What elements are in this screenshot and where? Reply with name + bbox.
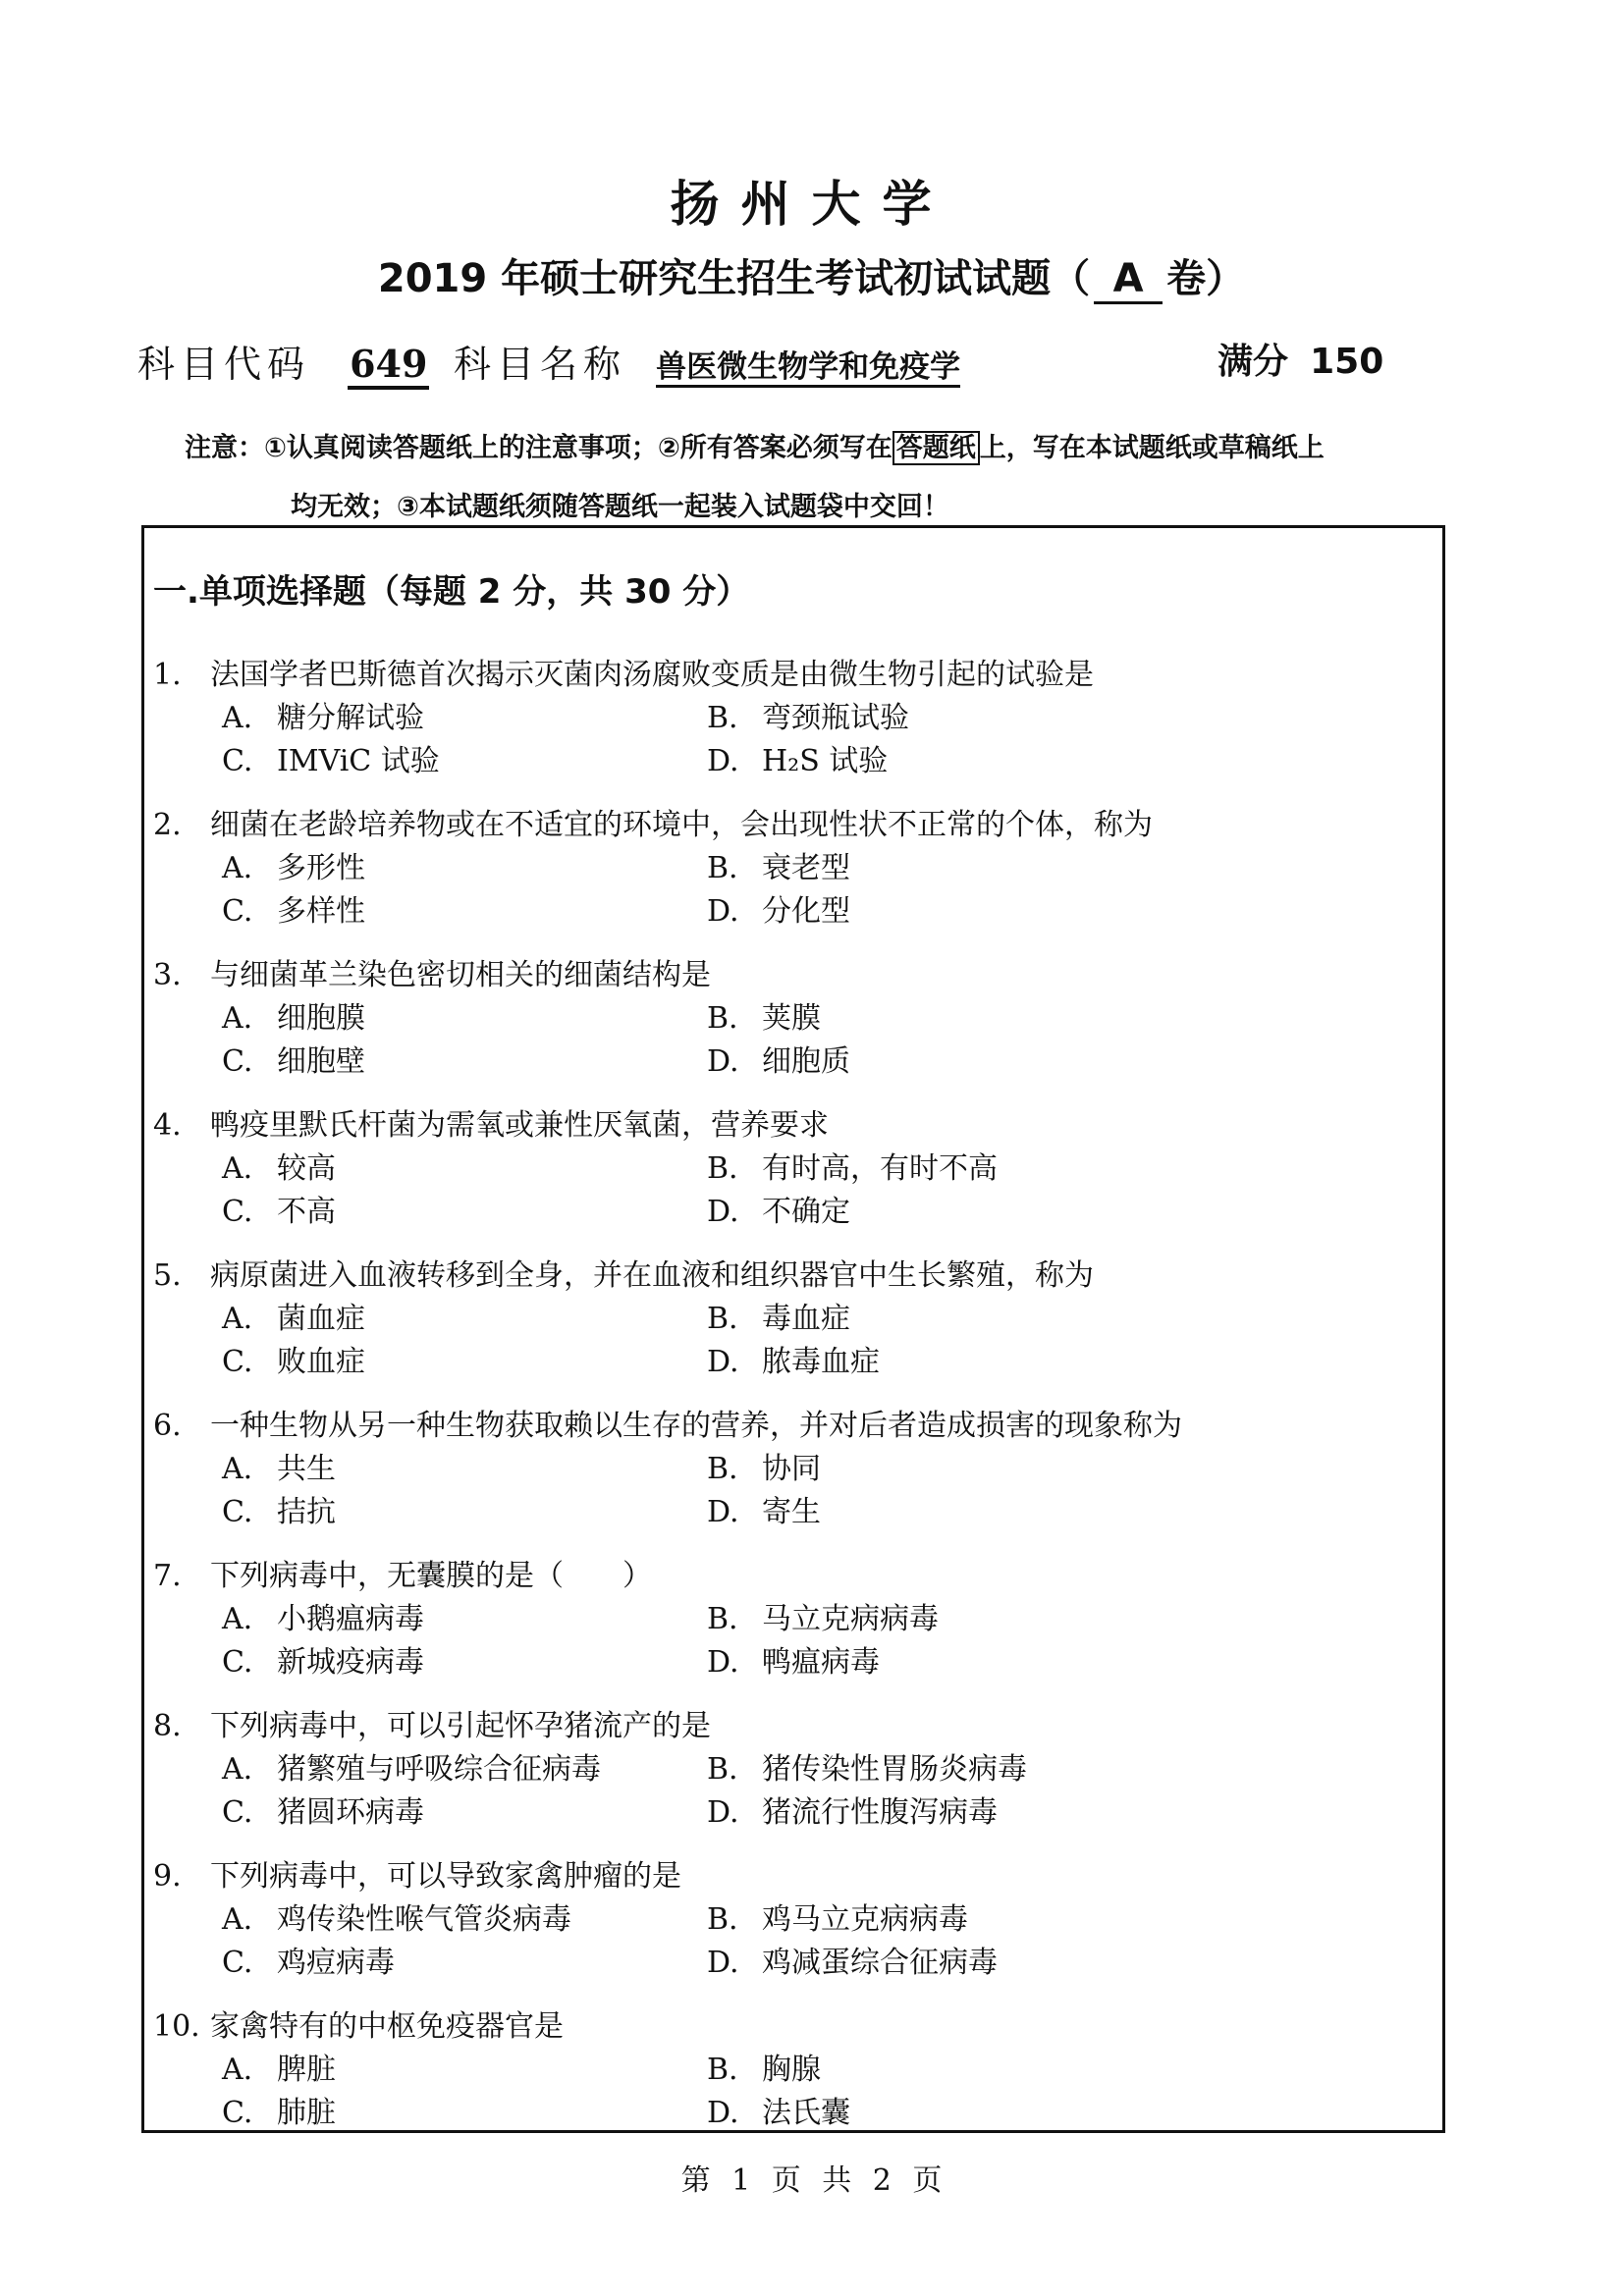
option-letter: B. [707,1452,738,1486]
exam-title-suffix: 卷） [1166,256,1246,301]
option-text: 细胞膜 [277,1001,365,1036]
option-text: 荚膜 [762,1001,821,1036]
option-c [222,1491,336,1534]
exam-title [0,247,1623,304]
option-text: 胸腺 [762,2053,821,2087]
option-d [707,1491,821,1534]
option-text: 较高 [277,1151,336,1186]
option-letter: B. [707,1902,738,1937]
option-letter: A. [222,851,253,885]
question-number: 4. [153,1108,182,1143]
option-letter: A. [222,701,253,735]
question-number: 6. [153,1409,182,1443]
option-text: 脓毒血症 [762,1345,880,1379]
option-text: 猪流行性腹泻病毒 [762,1795,998,1830]
notice-text: ①认真阅读答题纸上的注意事项；②所有答案必须写在 [264,433,893,463]
option-letter: C. [222,1044,253,1079]
option-text: 鸡传染性喉气管炎病毒 [277,1902,571,1937]
full-score: 150 [1310,342,1384,382]
question-number: 5. [153,1258,182,1293]
question-stem [153,1104,829,1148]
option-a [222,1148,336,1191]
option-letter: D. [707,2096,739,2130]
question-number: 7. [153,1559,182,1593]
question-stem [153,654,1094,697]
option-text: 共生 [277,1452,336,1486]
notice-text: 上，写在本试题纸或草稿纸上 [979,433,1325,463]
option-d [707,1791,998,1835]
option-letter: B. [707,1602,738,1636]
question-number: 9. [153,1859,182,1894]
option-c [222,1341,365,1384]
option-letter: B. [707,1302,738,1336]
page-number: 第 1 页 共 2 页 [680,2163,943,2198]
option-letter: B. [707,1001,738,1036]
question-number: 10. [153,2009,200,2044]
option-text: 糖分解试验 [277,701,424,735]
subject-code: 649 [348,342,429,390]
option-text: 猪圆环病毒 [277,1795,424,1830]
option-a [222,2049,336,2092]
option-letter: D. [707,1645,739,1680]
option-text: 败血症 [277,1345,365,1379]
option-text: 脾脏 [277,2053,336,2087]
question-stem [153,1705,711,1748]
option-a [222,1448,336,1491]
option-a [222,1598,424,1641]
question-text: 鸭疫里默氏杆菌为需氧或兼性厌氧菌，营养要求 [210,1108,829,1143]
notice-line-1 [185,426,1325,464]
option-letter: A. [222,1752,253,1787]
option-b [707,1298,850,1341]
option-text: 不确定 [762,1195,850,1229]
option-letter: A. [222,1302,253,1336]
option-letter: B. [707,701,738,735]
subject-name: 兽医微生物学和免疫学 [656,349,960,388]
question-text: 法国学者巴斯德首次揭示灭菌肉汤腐败变质是由微生物引起的试验是 [210,658,1094,692]
full-score-group [1217,334,1383,384]
option-a [222,1748,601,1791]
option-letter: C. [222,2096,253,2130]
option-letter: C. [222,1495,253,1529]
option-text: 鸡减蛋综合征病毒 [762,1946,998,1980]
question-number: 3. [153,958,182,992]
subject-code-group [137,334,429,388]
option-letter: D. [707,1195,739,1229]
option-text: 新城疫病毒 [277,1645,424,1680]
option-text: 有时高，有时不高 [762,1151,998,1186]
option-d [707,1641,880,1684]
option-text: H₂S 试验 [762,744,889,778]
answer-sheet-boxed: 答题纸 [893,431,980,465]
option-b [707,1148,998,1191]
option-text: 分化型 [762,894,850,929]
option-d [707,1942,998,1985]
question-text: 下列病毒中，可以引起怀孕猪流产的是 [210,1709,711,1743]
option-letter: D. [707,1946,739,1980]
question-text: 病原菌进入血液转移到全身，并在血液和组织器官中生长繁殖，称为 [210,1258,1094,1293]
option-text: 鸡马立克病病毒 [762,1902,968,1937]
option-letter: B. [707,1752,738,1787]
option-letter: D. [707,1345,739,1379]
question-number: 1. [153,658,182,692]
question-text: 家禽特有的中枢免疫器官是 [210,2009,564,2044]
option-text: IMViC 试验 [277,744,440,778]
option-c [222,740,440,783]
option-d [707,1191,850,1234]
subject-code-label: 科目代码 [137,343,311,386]
option-letter: A. [222,1902,253,1937]
option-b [707,2049,821,2092]
question-stem [153,954,711,997]
option-a [222,1298,365,1341]
option-d [707,740,888,783]
option-letter: A. [222,1001,253,1036]
full-score-label: 满分 [1217,342,1289,382]
option-text: 马立克病病毒 [762,1602,939,1636]
option-a [222,1898,571,1942]
question-stem [153,1255,1094,1298]
option-c [222,1791,424,1835]
option-d [707,1041,850,1084]
option-letter: D. [707,1495,739,1529]
option-b [707,1898,968,1942]
option-a [222,847,365,890]
subject-name-group [454,334,960,388]
question-stem [153,1855,681,1898]
option-text: 猪繁殖与呼吸综合征病毒 [277,1752,601,1787]
option-letter: C. [222,1946,253,1980]
option-text: 不高 [277,1195,336,1229]
question-text: 一种生物从另一种生物获取赖以生存的营养，并对后者造成损害的现象称为 [210,1409,1182,1443]
section-title: 一.单项选择题（每题 2 分，共 30 分） [153,572,750,612]
exam-title-prefix: 2019 年硕士研究生招生考试初试试题（ [377,256,1091,301]
option-c [222,890,365,934]
option-text: 协同 [762,1452,821,1486]
option-text: 细胞壁 [277,1044,365,1079]
option-text: 细胞质 [762,1044,850,1079]
option-letter: D. [707,1795,739,1830]
option-text: 多形性 [277,851,365,885]
option-text: 鸭瘟病毒 [762,1645,880,1680]
question-number: 8. [153,1709,182,1743]
option-a [222,697,424,740]
option-letter: C. [222,744,253,778]
option-text: 多样性 [277,894,365,929]
option-text: 菌血症 [277,1302,365,1336]
option-letter: D. [707,1044,739,1079]
option-letter: B. [707,1151,738,1186]
subject-name-label: 科目名称 [454,343,627,386]
question-stem [153,1405,1182,1448]
option-b [707,1598,939,1641]
option-letter: B. [707,2053,738,2087]
option-text: 寄生 [762,1495,821,1529]
question-number: 2. [153,808,182,842]
question-stem [153,804,1153,847]
option-c [222,1041,365,1084]
option-letter: A. [222,1602,253,1636]
option-text: 衰老型 [762,851,850,885]
school-name: 扬州大学 [670,176,953,233]
option-letter: C. [222,1345,253,1379]
notice-label: 注意： [185,433,264,463]
option-c [222,2092,336,2135]
option-b [707,1448,821,1491]
option-b [707,697,909,740]
option-letter: C. [222,1795,253,1830]
option-letter: C. [222,894,253,929]
option-letter: D. [707,894,739,929]
option-text: 猪传染性胃肠炎病毒 [762,1752,1027,1787]
option-letter: D. [707,744,739,778]
option-letter: A. [222,2053,253,2087]
option-c [222,1191,336,1234]
option-text: 肺脏 [277,2096,336,2130]
option-a [222,997,365,1041]
question-text: 下列病毒中，可以导致家禽肿瘤的是 [210,1859,681,1894]
paper-version: A [1094,256,1163,304]
question-text: 细菌在老龄培养物或在不适宜的环境中，会出现性状不正常的个体，称为 [210,808,1153,842]
option-b [707,997,821,1041]
option-d [707,890,850,934]
option-letter: C. [222,1195,253,1229]
option-text: 小鹅瘟病毒 [277,1602,424,1636]
option-c [222,1942,395,1985]
question-stem [153,2005,564,2049]
option-text: 鸡痘病毒 [277,1946,395,1980]
option-letter: A. [222,1452,253,1486]
option-d [707,2092,850,2135]
option-letter: A. [222,1151,253,1186]
option-text: 法氏囊 [762,2096,850,2130]
option-c [222,1641,424,1684]
option-text: 弯颈瓶试验 [762,701,909,735]
question-stem [153,1555,652,1598]
option-b [707,1748,1027,1791]
option-text: 拮抗 [277,1495,336,1529]
question-text: 与细菌革兰染色密切相关的细菌结构是 [210,958,711,992]
option-b [707,847,850,890]
question-text: 下列病毒中，无囊膜的是（ ） [210,1559,652,1593]
option-letter: B. [707,851,738,885]
option-text: 毒血症 [762,1302,850,1336]
notice-line-2: 均无效；③本试题纸须随答题纸一起装入试题袋中交回！ [291,492,949,522]
option-d [707,1341,880,1384]
option-letter: C. [222,1645,253,1680]
